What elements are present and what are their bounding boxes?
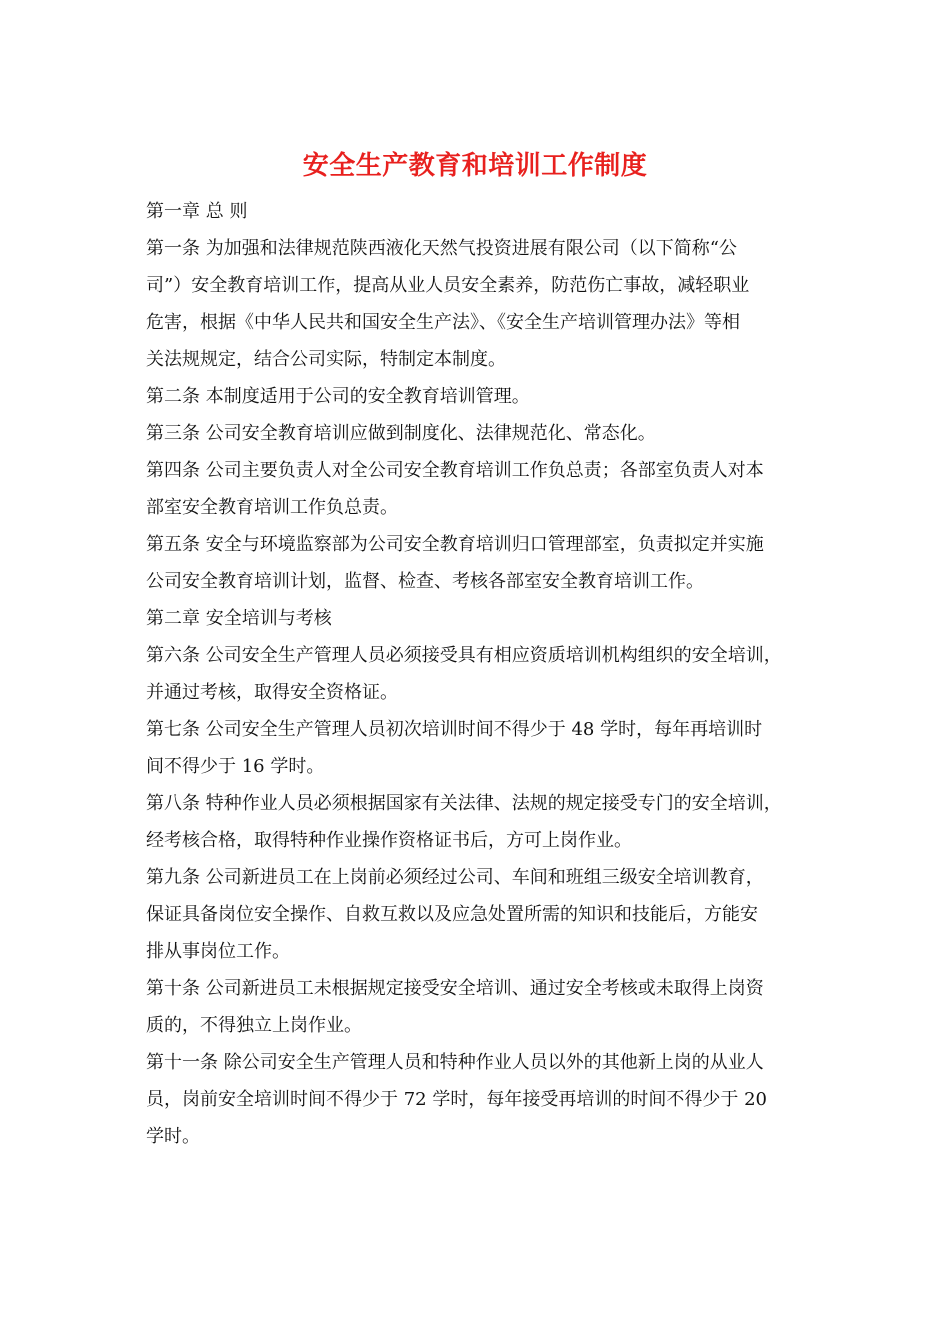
paragraph-line: 第二条 本制度适用于公司的安全教育培训管理。 (146, 386, 530, 407)
paragraph-line: 第十一条 除公司安全生产管理人员和特种作业人员以外的其他新上岗的从业人 (146, 1052, 764, 1073)
paragraph-line: 第十条 公司新进员工未根据规定接受安全培训、通过安全考核或未取得上岗资 (146, 978, 764, 999)
paragraph-line: 部室安全教育培训工作负总责。 (146, 497, 398, 518)
chapter-heading: 第二章 安全培训与考核 (146, 608, 332, 629)
paragraph-line: 并通过考核，取得安全资格证。 (146, 682, 398, 703)
paragraph-line: 保证具备岗位安全操作、自救互救以及应急处置所需的知识和技能后，方能安 (146, 904, 758, 925)
paragraph-line: 公司安全教育培训计划，监督、检查、考核各部室安全教育培训工作。 (146, 571, 704, 592)
paragraph-line: 第六条 公司安全生产管理人员必须接受具有相应资质培训机构组织的安全培训， (146, 645, 782, 666)
paragraph-line: 第三条 公司安全教育培训应做到制度化、法律规范化、常态化。 (146, 423, 656, 444)
paragraph-line: 第七条 公司安全生产管理人员初次培训时间不得少于 48 学时，每年再培训时 (146, 719, 763, 740)
paragraph-line: 第一条 为加强和法律规范陕西液化天然气投资进展有限公司（以下简称“公 (146, 238, 737, 259)
paragraph-line: 员，岗前安全培训时间不得少于 72 学时，每年接受再培训的时间不得少于 20 (146, 1089, 767, 1110)
paragraph-line: 司”）安全教育培训工作，提高从业人员安全素养，防范伤亡事故，减轻职业 (146, 275, 750, 296)
paragraph-line: 第八条 特种作业人员必须根据国家有关法律、法规的规定接受专门的安全培训， (146, 793, 782, 814)
paragraph-line: 间不得少于 16 学时。 (146, 756, 325, 777)
document-title: 安全生产教育和培训工作制度 (302, 151, 648, 181)
chapter-heading: 第一章 总 则 (146, 201, 248, 222)
paragraph-line: 学时。 (146, 1126, 200, 1147)
document-body (146, 193, 814, 1155)
paragraph-line: 第九条 公司新进员工在上岗前必须经过公司、车间和班组三级安全培训教育， (146, 867, 764, 888)
paragraph-line: 排从事岗位工作。 (146, 941, 290, 962)
paragraph-line: 关法规规定，结合公司实际，特制定本制度。 (146, 349, 506, 370)
paragraph-line: 质的，不得独立上岗作业。 (146, 1015, 362, 1036)
paragraph-line: 危害，根据《中华人民共和国安全生产法》、《安全生产培训管理办法》等相 (146, 312, 740, 333)
paragraph-line: 经考核合格，取得特种作业操作资格证书后，方可上岗作业。 (146, 830, 632, 851)
paragraph-line: 第四条 公司主要负责人对全公司安全教育培训工作负总责；各部室负责人对本 (146, 460, 764, 481)
paragraph-line: 第五条 安全与环境监察部为公司安全教育培训归口管理部室，负责拟定并实施 (146, 534, 764, 555)
